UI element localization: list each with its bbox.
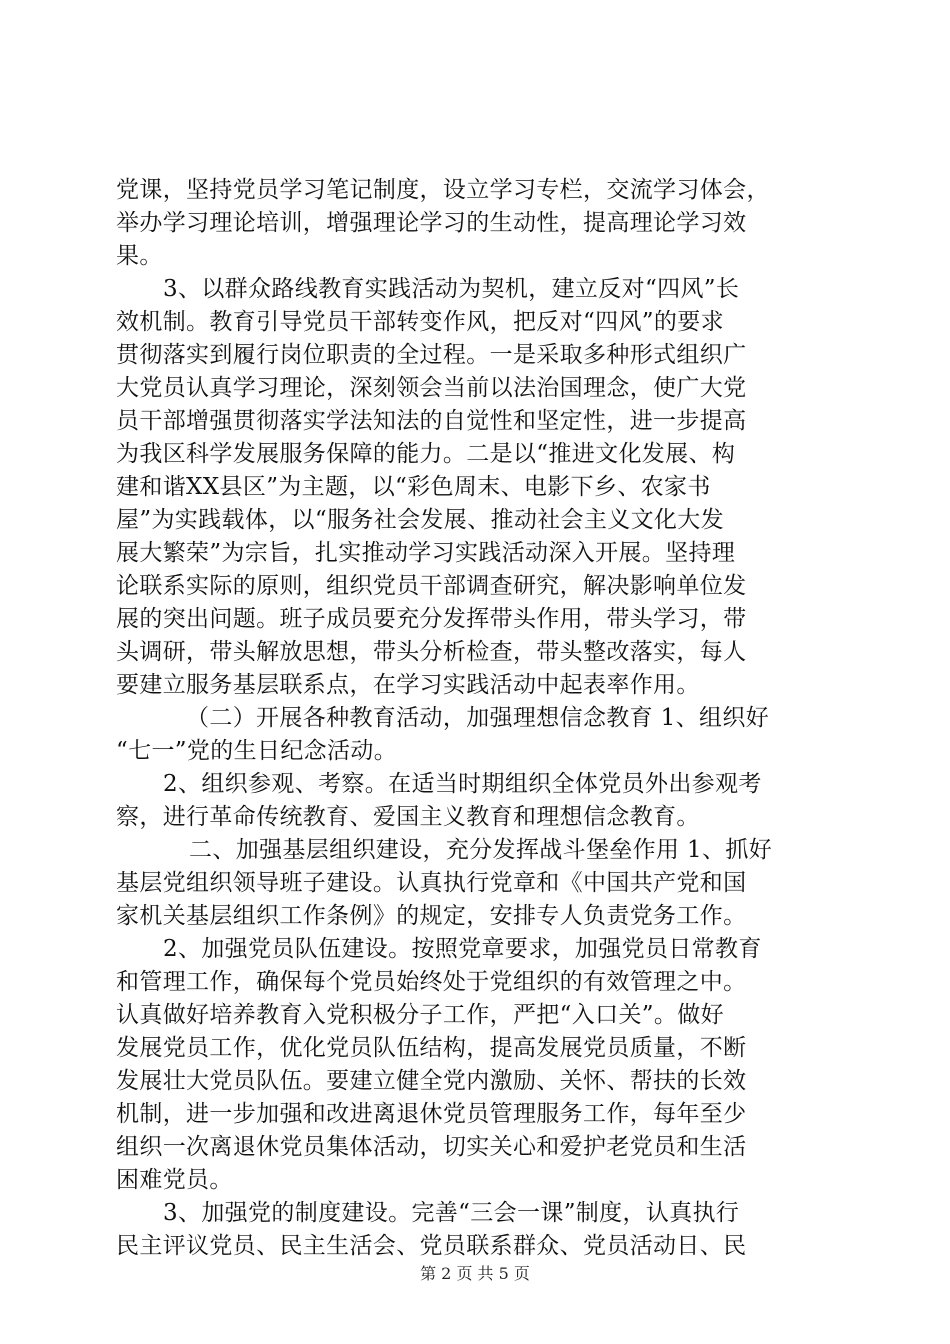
text-line: 家机关基层组织工作条例》的规定，安排专人负责党务工作。 bbox=[116, 903, 747, 929]
text-line: 和管理工作，确保每个党员始终处于党组织的有效管理之中。 bbox=[116, 969, 747, 995]
text-line: 要建立服务基层联系点，在学习实践活动中起表率作用。 bbox=[116, 672, 700, 698]
text-line: 果。 bbox=[116, 243, 163, 269]
text-line: 员干部增强贯彻落实学法知法的自觉性和坚定性，进一步提高 bbox=[116, 408, 747, 434]
paragraph-start-line: 3、加强党的制度建设。完善“三会一课”制度，认真执行 bbox=[163, 1200, 740, 1226]
text-line: 察，进行革命传统教育、爱国主义教育和理想信念教育。 bbox=[116, 804, 700, 830]
text-line: 党课，坚持党员学习笔记制度，设立学习专栏，交流学习体会， bbox=[116, 177, 770, 203]
text-line: 展的突出问题。班子成员要充分发挥带头作用，带头学习，带 bbox=[116, 606, 747, 632]
section-heading-line: （二）开展各种教育活动，加强理想信念教育 1、组织好 bbox=[186, 705, 770, 731]
text-line: 屋”为实践载体，以“服务社会发展、推动社会主义文化大发 bbox=[116, 507, 724, 533]
paragraph-start-line: 3、以群众路线教育实践活动为契机，建立反对“四风”长 bbox=[163, 276, 740, 302]
text-line: 头调研，带头解放思想，带头分析检查，带头整改落实，每人 bbox=[116, 639, 747, 665]
section-heading-line: 二、加强基层组织建设，充分发挥战斗堡垒作用 1、抓好 bbox=[189, 837, 773, 863]
document-body bbox=[116, 174, 832, 1263]
text-line: 效机制。教育引导党员干部转变作风，把反对“四风”的要求 bbox=[116, 309, 724, 335]
text-line: 论联系实际的原则，组织党员干部调查研究，解决影响单位发 bbox=[116, 573, 747, 599]
text-line: 民主评议党员、民主生活会、党员联系群众、党员活动日、民 bbox=[116, 1233, 747, 1259]
paragraph-start-line: 2、组织参观、考察。在适当时期组织全体党员外出参观考 bbox=[163, 771, 762, 797]
text-line: 机制，进一步加强和改进离退休党员管理服务工作，每年至少 bbox=[116, 1101, 747, 1127]
text-line: 认真做好培养教育入党积极分子工作，严把“入口关”。做好 bbox=[116, 1002, 724, 1028]
text-line: 展大繁荣”为宗旨，扎实推动学习实践活动深入开展。坚持理 bbox=[116, 540, 736, 566]
text-line: 组织一次离退休党员集体活动，切实关心和爱护老党员和生活 bbox=[116, 1134, 747, 1160]
text-line: 举办学习理论培训，增强理论学习的生动性，提高理论学习效 bbox=[116, 210, 747, 236]
text-line: “七一”党的生日纪念活动。 bbox=[116, 738, 398, 764]
paragraph-start-line: 2、加强党员队伍建设。按照党章要求，加强党员日常教育 bbox=[163, 936, 762, 962]
text-line: 为我区科学发展服务保障的能力。二是以“推进文化发展、构 bbox=[116, 441, 736, 467]
text-line: 基层党组织领导班子建设。认真执行党章和《中国共产党和国 bbox=[116, 870, 747, 896]
text-line: 困难党员。 bbox=[116, 1167, 233, 1193]
text-line: 大党员认真学习理论，深刻领会当前以法治国理念，使广大党 bbox=[116, 375, 747, 401]
text-line: 建和谐XX县区”为主题，以“彩色周末、电影下乡、农家书 bbox=[116, 474, 711, 500]
text-line: 发展壮大党员队伍。要建立健全党内激励、关怀、帮扶的长效 bbox=[116, 1068, 747, 1094]
text-line: 贯彻落实到履行岗位职责的全过程。一是采取多种形式组织广 bbox=[116, 342, 747, 368]
page-number-footer: 第 2 页 共 5 页 bbox=[420, 1264, 530, 1283]
text-line: 发展党员工作，优化党员队伍结构，提高发展党员质量，不断 bbox=[116, 1035, 747, 1061]
